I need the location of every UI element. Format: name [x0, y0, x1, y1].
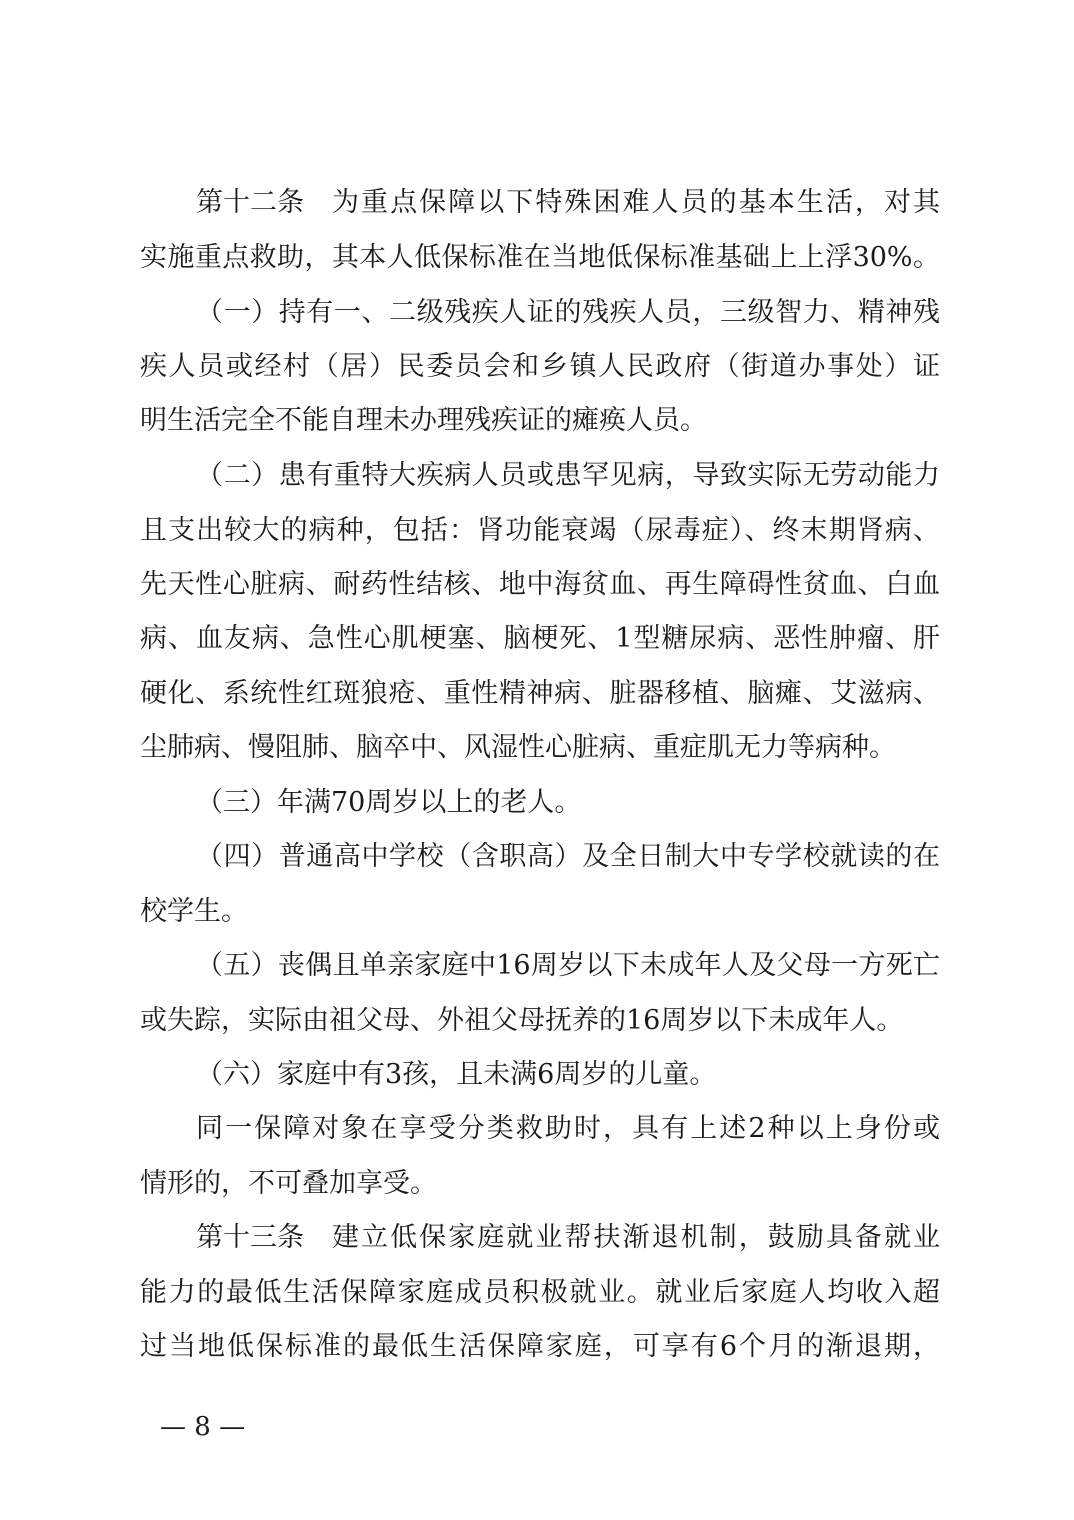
- item-2-line-2: 且支出较大的病种，包括：肾功能衰竭（尿毒症）、终末期肾病、: [140, 515, 940, 546]
- note-line-2: 情形的，不可叠加享受。: [140, 1168, 437, 1199]
- item-1-line-2: 疾人员或经村（居）民委员会和乡镇人民政府（街道办事处）证: [140, 351, 940, 382]
- article-13-text-1: 建立低保家庭就业帮扶渐退机制，鼓励具备就业: [332, 1222, 940, 1253]
- item-2-line-6: 尘肺病、慢阻肺、脑卒中、风湿性心脏病、重症肌无力等病种。: [140, 732, 896, 763]
- item-5-line-2: 或失踪，实际由祖父母、外祖父母抚养的16周岁以下未成年人。: [140, 1005, 904, 1036]
- article-12-heading: 第十二条: [196, 187, 304, 218]
- article-13-line-3: 过当地低保标准的最低生活保障家庭，可享有6个月的渐退期，: [140, 1331, 940, 1362]
- item-2-line-4: 病、血友病、急性心肌梗塞、脑梗死、1型糖尿病、恶性肿瘤、肝: [140, 623, 940, 654]
- item-4-line-1: （四）普通高中学校（含职高）及全日制大中专学校就读的在: [196, 841, 940, 872]
- article-13-heading: 第十三条: [196, 1222, 304, 1253]
- note-line-1: 同一保障对象在享受分类救助时，具有上述2种以上身份或: [196, 1113, 940, 1144]
- item-1-line-1: （一）持有一、二级残疾人证的残疾人员，三级智力、精神残: [196, 297, 940, 328]
- item-3-line-1: （三）年满70周岁以上的老人。: [196, 787, 582, 818]
- article-12-text-1: 为重点保障以下特殊困难人员的基本生活，对其: [332, 187, 940, 218]
- item-2-line-1: （二）患有重特大疾病人员或患罕见病，导致实际无劳动能力: [196, 460, 940, 491]
- item-2-line-5: 硬化、系统性红斑狼疮、重性精神病、脏器移植、脑瘫、艾滋病、: [140, 678, 940, 709]
- page-number: — 8 —: [160, 1412, 246, 1442]
- item-6-line-1: （六）家庭中有3孩，且未满6周岁的儿童。: [196, 1059, 717, 1090]
- article-13-line-1: [196, 1221, 940, 1255]
- item-5-line-1: （五）丧偶且单亲家庭中16周岁以下未成年人及父母一方死亡: [196, 950, 940, 981]
- article-12-line-2: 实施重点救助，其本人低保标准在当地低保标准基础上上浮30%。: [140, 242, 940, 273]
- article-13-line-2: 能力的最低生活保障家庭成员积极就业。就业后家庭人均收入超: [140, 1277, 940, 1308]
- item-1-line-3: 明生活完全不能自理未办理残疾证的瘫痪人员。: [140, 405, 707, 436]
- item-4-line-2: 校学生。: [140, 896, 248, 927]
- item-2-line-3: 先天性心脏病、耐药性结核、地中海贫血、再生障碍性贫血、白血: [140, 569, 940, 600]
- article-12-line-1: [196, 186, 940, 220]
